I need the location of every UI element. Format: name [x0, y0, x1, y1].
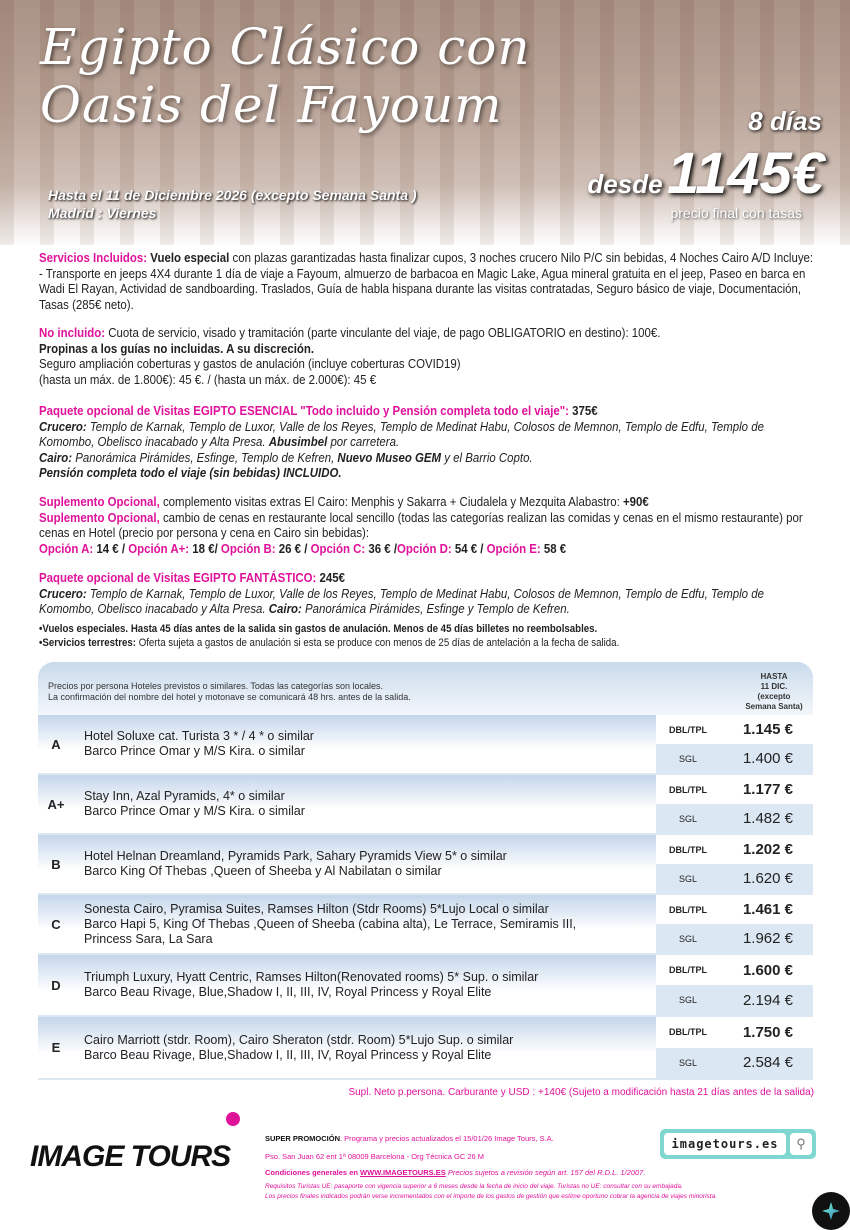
image-tours-logo — [30, 1118, 255, 1178]
h: Semana Santa) — [745, 702, 803, 711]
hotel-line: Barco Prince Omar y M/S Kira. o similar — [84, 744, 305, 758]
title-line: Egipto Clásico con — [40, 18, 531, 76]
headline-price: 1145€ — [667, 141, 824, 206]
hotel-line: Princess Sara, La Sara — [84, 931, 213, 946]
category: B — [51, 856, 61, 872]
address: Pso. San Juan 62 ent 1ª 08009 Barcelona - Org Técnica GC 26 M — [265, 1152, 485, 1161]
sgl-label: SGL — [678, 1057, 697, 1068]
dbl-label: DBL/TPL — [669, 904, 707, 915]
option-label: Opción E: — [486, 540, 541, 556]
option-price: 26 € / — [275, 540, 311, 556]
hotel-line: Sonesta Cairo, Pyramisa Suites, Ramses Hilton (Stdr Rooms) 5*Lujo Local o similar — [84, 901, 549, 916]
sgl-label: SGL — [678, 753, 697, 764]
not-included-section — [39, 325, 813, 387]
label: Paquete opcional de Visitas EGIPTO ESENCIAL "Todo incluido y Pensión completa todo el viaje": — [39, 403, 569, 418]
hotels — [74, 715, 656, 773]
text: Templo de Karnak, Templo de Luxor, Valle de los Reyes, Templo de Medinat Habu, Colosos de Memnon, Templo de Edfu, Templo de Komombo, Obelisco inacabado y Alta Presa. — [39, 418, 764, 449]
hotel-line: Barco Beau Rivage, Blue,Shadow I, II, III, IV, Royal Princess y Royal Elite — [84, 1047, 492, 1062]
bold: Vuelo especial — [150, 250, 230, 265]
sgl-label: SGL — [678, 933, 697, 944]
hotels — [74, 895, 656, 953]
magnifier-icon[interactable]: ⚲ — [790, 1133, 812, 1155]
label: Paquete opcional de Visitas EGIPTO FANTÁSTICO: — [39, 570, 317, 585]
sgl-label: SGL — [678, 873, 697, 884]
supplements — [39, 494, 813, 556]
supplement-note: Supl. Neto p.persona. Carburante y USD : +140€ (Sujeto a modificación hasta 21 días antes de la salida) — [348, 1087, 814, 1098]
search-input[interactable]: imagetours.es — [664, 1133, 786, 1155]
website-link[interactable]: WWW.IMAGETOURS.ES — [360, 1168, 446, 1177]
hotel-line: Triumph Luxury, Hyatt Centric, Ramses Hilton(Renovated rooms) 5* Sup. o similar — [84, 970, 539, 984]
conditions — [265, 1168, 645, 1177]
dbl-label: DBL/TPL — [669, 844, 707, 855]
dinner-options — [39, 541, 566, 556]
note: Oferta sujeta a gastos de anulación si esta se produce con menos de 25 días de antelación a la fecha de salida. — [136, 637, 620, 649]
text: Requisitos Turistas UE: pasaporte con vigencia superior a 6 meses desde la fecha de inicio del viaje. Turistas no UE: consultar con su embajada. — [265, 1183, 683, 1190]
note: La confirmación del nombre del hotel y motonave se comunicará 48 hrs. antes de la salida. — [48, 692, 411, 702]
dbl-price: 1.145 € — [742, 721, 793, 738]
dbl-price: 1.461 € — [742, 901, 793, 918]
table-row — [38, 1017, 813, 1078]
table-row — [38, 715, 813, 773]
dbl-price: 1.750 € — [742, 1023, 793, 1041]
text: Panorámica Pirámides, Esfinge, Templo de Kefren, — [72, 449, 338, 465]
price: 245€ — [316, 570, 346, 585]
note: •Vuelos especiales. Hasta 45 días antes de la salida sin gastos de anulación. Menos de 45 días billetes no reembolsables. — [39, 623, 598, 635]
note: Precios por persona Hoteles previstos o similares. Todas las categorías son locales. — [48, 681, 383, 691]
requirements — [265, 1182, 717, 1202]
prices — [656, 955, 813, 1015]
logo-text: IMAGE TOURS — [30, 1140, 231, 1173]
option-price: 18 €/ — [189, 540, 221, 556]
hotels — [74, 835, 656, 893]
sgl-price: 1.962 € — [742, 930, 793, 947]
category: C — [51, 916, 61, 932]
text: Precios sujetos a revisión según art. 157 del R.D.L. 1/2007. — [445, 1168, 646, 1177]
label: Cairo: — [39, 449, 73, 465]
duration: 8 días — [748, 106, 822, 136]
hotel-line: Barco Hapi 5, King Of Thebas ,Queen of Sheeba (cabina alta), Le Terrace, Semiramis III, — [84, 916, 577, 931]
option-price: 54 € / — [451, 540, 487, 556]
title-line: Oasis del Fayoum — [40, 76, 503, 134]
text: Los precios finales indicados podrán verse incrementados con el importe de los gastos de gestión que estime oportuno cobrar la agencia de viajes minorista. — [265, 1193, 718, 1200]
dbl-label: DBL/TPL — [669, 784, 707, 795]
option-label: Opción A: — [39, 540, 94, 556]
label: •Servicios terrestres: — [39, 637, 137, 649]
label: Crucero: — [39, 418, 87, 434]
hotels — [74, 1017, 656, 1078]
hotels — [74, 775, 656, 833]
dbl-label: DBL/TPL — [669, 965, 707, 975]
text: Templo de Karnak, Templo de Luxor, Valle de los Reyes, Templo de Medinat Habu, Colosos de Memnon, Templo de Edfu, Templo de Komombo, Obelisco inacabado y Alta Presa. — [39, 585, 764, 616]
table-row — [38, 955, 813, 1015]
notes — [39, 622, 813, 650]
pension: Pensión completa todo el viaje (sin bebidas) INCLUIDO. — [39, 465, 342, 480]
price-note: precio final con tasas — [670, 205, 802, 221]
hotel-line: Barco Beau Rivage, Blue,Shadow I, II, III, IV, Royal Princess y Royal Elite — [84, 985, 492, 999]
dbl-label: DBL/TPL — [669, 1027, 707, 1038]
sgl-price: 1.400 € — [742, 750, 793, 767]
sgl-price: 2.584 € — [742, 1054, 793, 1072]
hotel-line: Hotel Helnan Dreamland, Pyramids Park, Sahary Pyramids View 5* o similar — [84, 849, 507, 863]
bold: Abusimbel — [268, 434, 328, 449]
category: A — [51, 736, 61, 752]
option-price: 14 € / — [93, 540, 129, 556]
date-header — [739, 672, 809, 712]
label: Cairo: — [268, 601, 302, 616]
hotel-line: Barco Prince Omar y M/S Kira. o similar — [84, 804, 305, 818]
insurance: Seguro ampliación coberturas y gastos de anulación (incluye coberturas COVID19) — [39, 356, 461, 371]
text: complemento visitas extras El Cairo: Menphis y Sakarra + Ciudalela y Mezquita Alabastro: — [159, 494, 623, 509]
insurance-prices: (hasta un máx. de 1.800€): 45 €. / (hasta un máx. de 2.000€): 45 € — [39, 371, 377, 387]
from-label: desde — [587, 169, 663, 199]
option-price: 36 € / — [365, 540, 398, 556]
sgl-label: SGL — [678, 813, 697, 824]
sgl-label: SGL — [678, 995, 697, 1005]
text: Cuota de servicio, visado y tramitación (parte vinculante del viaje, de pago OBLIGATORIO en destino): 100€. — [105, 325, 661, 340]
hero-banner — [0, 0, 850, 245]
prices — [656, 775, 813, 833]
h: 11 DIC. — [760, 682, 788, 691]
label: Suplemento Opcional, — [39, 494, 160, 509]
price-table — [38, 662, 813, 1080]
bold: Nuevo Museo GEM — [337, 449, 442, 465]
h: HASTA — [760, 672, 788, 681]
table-row — [38, 835, 813, 893]
promo — [265, 1134, 554, 1143]
included-section — [39, 250, 813, 312]
category: E — [51, 1040, 61, 1055]
tips: Propinas a los guías no incluidas. A su discreción. — [39, 340, 315, 356]
table-row — [38, 775, 813, 833]
text: Panorámica Pirámides, Esfinge y Templo de Kefren. — [301, 601, 570, 616]
sparkle-badge-icon[interactable] — [812, 1192, 850, 1230]
label: Servicios Incluidos: — [39, 250, 148, 265]
hotel-line: Cairo Marriott (stdr. Room), Cairo Sheraton (stdr. Room) 5*Lujo Sup. o similar — [84, 1032, 514, 1047]
text: por carretera. — [327, 434, 400, 449]
text: y el Barrio Copto. — [441, 449, 533, 465]
dbl-label: DBL/TPL — [669, 724, 707, 735]
logo-dot — [226, 1112, 240, 1126]
option-label: Opción A+: — [128, 540, 190, 556]
sgl-price: 1.482 € — [742, 810, 793, 827]
prices — [656, 835, 813, 893]
category: D — [51, 977, 61, 993]
dbl-price: 1.600 € — [742, 961, 793, 979]
prices — [656, 895, 813, 953]
table-row — [38, 895, 813, 953]
label: Crucero: — [39, 585, 87, 601]
website-search[interactable] — [660, 1129, 816, 1159]
option-label: Opción C: — [310, 540, 366, 556]
hotel-line: Stay Inn, Azal Pyramids, 4* o similar — [84, 789, 285, 803]
text: con plazas garantizadas hasta finalizar cupos, 3 noches crucero Nilo P/C sin bebidas, 4 Noches Cairo A/D Incluye: - Transporte en jeeps 4X4 durante 1 día de viaje a Fayoum, almuerzo de barbacoa en Magic Lake, Agua mineral gratuita en el jeep, Paseo en barca en Wadi El Rayan, Actividad de sandboarding. Traslados, Guía de habla hispana durante las visitas contratadas, Seguro básico de viaje, Documentación, Tasas (285€ neto). — [39, 250, 814, 312]
bold: SUPER PROMOCIÓN — [265, 1134, 341, 1143]
esencial-package — [39, 403, 813, 481]
validity-text: Hasta el 11 de Diciembre 2026 (excepto Semana Santa ) — [48, 187, 417, 203]
option-label: Opción B: — [220, 540, 276, 556]
h: (excepto — [757, 692, 791, 701]
price-from — [587, 140, 824, 207]
trip-title — [40, 18, 531, 134]
price: +90€ — [622, 494, 649, 509]
hotel-line: Barco King Of Thebas ,Queen of Sheeba y Al Nabilatan o similar — [84, 864, 442, 878]
hotels — [74, 955, 656, 1015]
option-label: Opción D: — [397, 540, 452, 556]
label: No incluido: — [39, 325, 106, 340]
text: Condiciones generales en — [265, 1168, 361, 1177]
prices — [656, 715, 813, 773]
validity — [48, 186, 417, 222]
sgl-price: 1.620 € — [742, 870, 793, 887]
fantastico-package — [39, 570, 813, 617]
table-header — [38, 662, 813, 715]
price: 375€ — [568, 403, 598, 418]
prices — [656, 1017, 813, 1078]
sgl-price: 2.194 € — [742, 991, 793, 1009]
option-price: 58 € — [540, 540, 567, 556]
dbl-price: 1.202 € — [742, 841, 793, 858]
departure-text: Madrid : Viernes — [48, 205, 157, 221]
hotel-line: Hotel Soluxe cat. Turista 3 * / 4 * o similar — [84, 729, 314, 743]
label: Suplemento Opcional, — [39, 509, 160, 525]
category: A+ — [47, 796, 65, 812]
text: cambio de cenas en restaurante local sencillo (todas las categorías realizan las comidas y cenas en el mismo restaurante) por cenas en Hotel (precio por persona y cena en Cairo sin bebidas): — [39, 509, 803, 540]
text: . Programa y precios actualizados el 15/01/26 Image Tours, S.A. — [340, 1134, 554, 1143]
dbl-price: 1.177 € — [742, 781, 793, 798]
